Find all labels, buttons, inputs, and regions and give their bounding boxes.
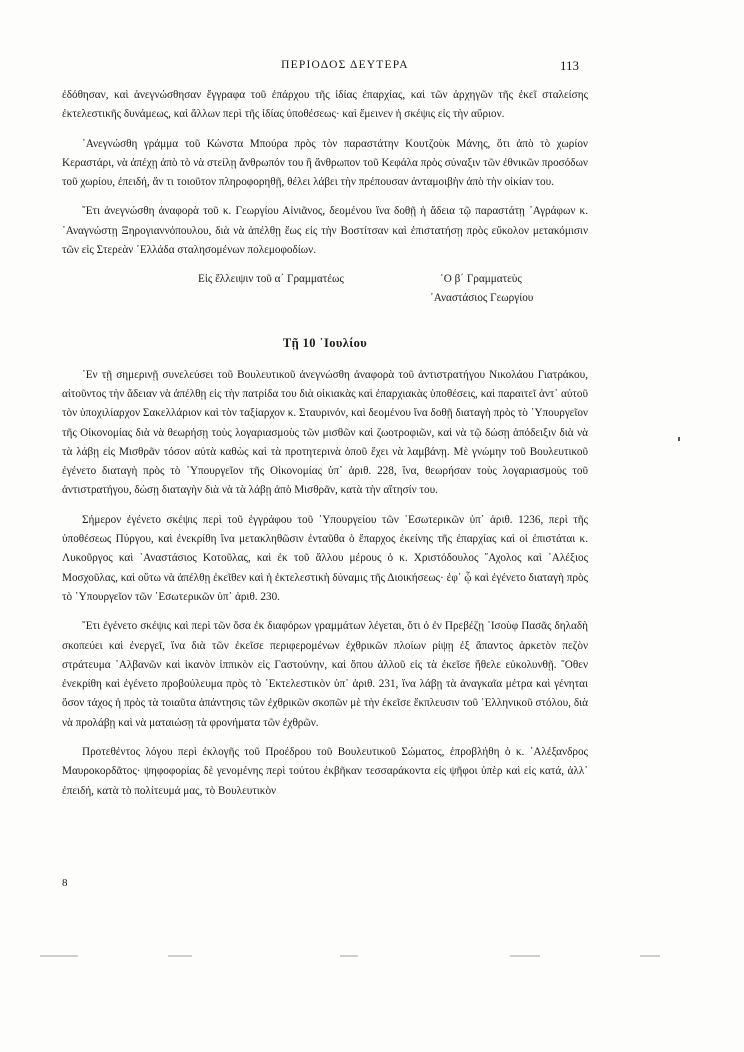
- signature-block: [62, 270, 588, 312]
- bleed-mark: [168, 955, 192, 957]
- bleed-mark: [40, 955, 78, 957]
- signature-right-title: ῾Ο β΄ Γραμματεὺς: [440, 273, 522, 286]
- paragraph: ᾿Εν τῇ σημερινῇ συνελεύσει τοῦ Βουλευτικοῦ ἀνεγνώσθη ἀναφορὰ τοῦ ἀντιστρατήγου Νικολάου Γιατράκου, αἰτοῦντος τὴν ἄδειαν νὰ ἀπέλθῃ εἰς τὴν πατρίδα του διὰ οἰκιακὰς καὶ ἐπαρχιακὰς ὑποθέσεις, καὶ παραιτεῖ ἀντ᾿ αὐτοῦ τὸν ὑποχιλίαρχον Σακελλάριον καὶ τὸν ταξίαρχον κ. Σταυρινόν, καὶ δεομένου ἵνα δοθῇ διαταγὴ πρὸς τὸ ῾Υπουργεῖον τῆς Οἰκονομίας διὰ νὰ θεωρήσῃ τοὺς λογαριασμοὺς τῶν μισθῶν καὶ ζωοτροφιῶν, καὶ νὰ τῷ δώσῃ ἀπόδειξιν διὰ νὰ τὰ λάβῃ εἰς Μισθρᾶν τόσον αὐτὰ καθὼς καὶ τὰ προτητερινὰ ὁποῦ ἔχει νὰ λαμβάνῃ. Μὲ γνώμην τοῦ Βουλευτικοῦ ἐγένετο διαταγὴ πρὸς τὸ ῾Υπουργεῖον τῆς Οἰκονομίας ὑπ᾿ ἀριθ. 228, ἵνα, θεωρήσαν τοὺς λογαριασμοὺς τοῦ ἀντιστρατήγου, δώσῃ διαταγὴν διὰ νὰ τὰ λάβῃ ἀπὸ Μισθρᾶν, κατὰ τὴν αἴτησίν του.: [62, 368, 588, 497]
- paragraph: ῎Ετι ἀνεγνώσθη ἀναφορὰ τοῦ κ. Γεωργίου Αἰνιᾶνος, δεομένου ἵνα δοθῇ ἡ ἄδεια τῷ παραστάτῃ ᾿Αγράφων κ. ᾿Αναγνώστῃ Ξηρογιαννόπουλου, διὰ νὰ ἀπέλθῃ ἕως εἰς τὴν Βοστίτσαν καὶ ἐπιστατήσῃ πρὸς εὔκολον μετακόμισιν τῶν εἰς Στερεὰν ῾Ελλάδα σταλησομένων πολεμοφοδίων.: [62, 205, 588, 257]
- stray-mark: [678, 437, 680, 441]
- paragraph: ᾿Ανεγνώσθη γράμμα τοῦ Κώνστα Μπούρα πρὸς τὸν παραστάτην Κουτζοὺκ Μάνης, ὅτι ἀπὸ τὸ χωρίον Κεραστάρι, νὰ ἀπέχῃ ἀπὸ τὸ νὰ στείλῃ ἄνθρωπόν του ἢ ἄνθρωπον τοῦ Κεφάλα πρὸς σύναξιν τῶν ἐθνικῶν προσόδων τοῦ χωρίου, ἐπειδή, ἄν τι τοιοῦτον πληροφορηθῇ, θέλει λάβει τὴν πρέπουσαν ἀνταμοιβὴν ἀπὸ τὴν οἰκίαν του.: [62, 137, 588, 189]
- running-title: ΠΕΡΙΟΔΟΣ ΔΕΥΤΕΡΑ: [281, 59, 409, 71]
- running-head: [0, 58, 744, 78]
- bleed-through-marks: [40, 955, 690, 963]
- signature-right-name: ᾿Αναστάσιος Γεωργίου: [430, 292, 534, 305]
- paragraph: ἐδόθησαν, καὶ ἀνεγνώσθησαν ἔγγραφα τοῦ ἐπάρχου τῆς ἰδίας ἐπαρχίας, καὶ τῶν ἀρχηγῶν τῆς ἐκεῖ σταλείσης ἐκτελεστικῆς δυνάμεως, καὶ ἄλλων περὶ τῆς ἰδίας ὑποθέσεως· καὶ ἔμεινεν ἡ σκέψις εἰς τὴν αὔριον.: [62, 89, 588, 121]
- page-number: 113: [560, 58, 580, 73]
- section-heading: Τῇ 10 ᾿Ιουλίου: [282, 336, 368, 351]
- paragraph: Σήμερον ἐγένετο σκέψις περὶ τοῦ ἐγγράφου τοῦ ῾Υπουργείου τῶν ᾿Εσωτερικῶν ὑπ᾿ ἀριθ. 1236, περὶ τῆς ὑποθέσεως Πύργου, καὶ ἐνεκρίθη ἵνα μετακληθῶσιν ἐνταῦθα ὁ ἔπαρχος ἐκείνης τῆς ἐπαρχίας καὶ οἱ ἐπιστάται κ. Λυκοῦργος καὶ ᾿Αναστάσιος Κοτοῦλας, καὶ ἐκ τοῦ ἄλλου μέρους ὁ κ. Χριστόδουλος ῎Αχολος καὶ ᾿Αλέξιος Μοσχοῦλας, καὶ οὕτω νὰ ἀπέλθῃ ἐκεῖθεν καὶ ἡ ἐκτελεστικὴ δύναμις τῆς Διοικήσεως· ἐφ᾿ ᾧ καὶ ἐγένετο διαταγὴ πρὸς τὸ ῾Υπουργεῖον τῶν ᾿Εσωτερικῶν ὑπ᾿ ἀριθ. 230.: [62, 513, 589, 603]
- body-text: [62, 86, 588, 811]
- bleed-mark: [640, 955, 660, 957]
- paragraph: Προτεθέντος λόγου περὶ ἐκλογῆς τοῦ Προέδρου τοῦ Βουλευτικοῦ Σώματος, ἐπροβλήθη ὁ κ. ᾿Αλέξανδρος Μαυροκορδᾶτος· ψηφοφορίας δὲ γενομένης περὶ τούτου ἐκβῆκαν τεσσαράκοντα εἰς ψῆφοι ὑπὲρ καὶ εἰς κατά, ἀλλ᾿ ἐπειδή, κατὰ τὸ πολίτευμά μας, τὸ Βουλευτικὸν: [62, 746, 588, 797]
- signature-left: Εἰς ἔλλειψιν τοῦ α΄ Γραμματέως: [198, 273, 344, 286]
- bleed-mark: [510, 955, 540, 957]
- paragraph: ῎Ετι ἐγένετο σκέψις καὶ περὶ τῶν ὅσα ἐκ διαφόρων γραμμάτων λέγεται, ὅτι ὁ ἐν Πρεβέζῃ ᾿Ισοὺφ Πασᾶς δηλαδὴ σκοπεύει καὶ ἐνεργεῖ, ἵνα διὰ τῶν ἐκεῖσε περιφερομένων ἐχθρικῶν πλοίων ρίψῃ ἐξ ἅπαντος ἀρκετὸν πεζὸν στράτευμα ᾿Αλβανῶν καὶ ἱκανὸν ἱππικὸν εἰς Γαστούνην, καὶ ὅπου ἀλλοῦ εἰς τὰ ἐκεῖσε ἤθελε εὐκολυνθῇ. ῞Οθεν ἐνεκρίθη καὶ ἐγένετο προβούλευμα πρὸς τὸ ᾿Εκτελεστικὸν ὑπ᾿ ἀριθ. 231, ἵνα λάβῃ τὰ ἀναγκαῖα μέτρα καὶ γένηται ὅσον τάχος ἡ πρὸς τὰ τοιαῦτα ἀπάντησις τῶν ἐχθρικῶν σκοπῶν μὲ τὴν ἐκεῖσε ἔκπλευσιν τοῦ ῾Ελληνικοῦ στόλου, διὰ νὰ προλάβῃ καὶ νὰ ματαιώσῃ τὰ φρονήματα τῶν ἐχθρῶν.: [62, 620, 588, 729]
- bleed-mark: [340, 955, 358, 957]
- folio-mark: 8: [62, 877, 68, 889]
